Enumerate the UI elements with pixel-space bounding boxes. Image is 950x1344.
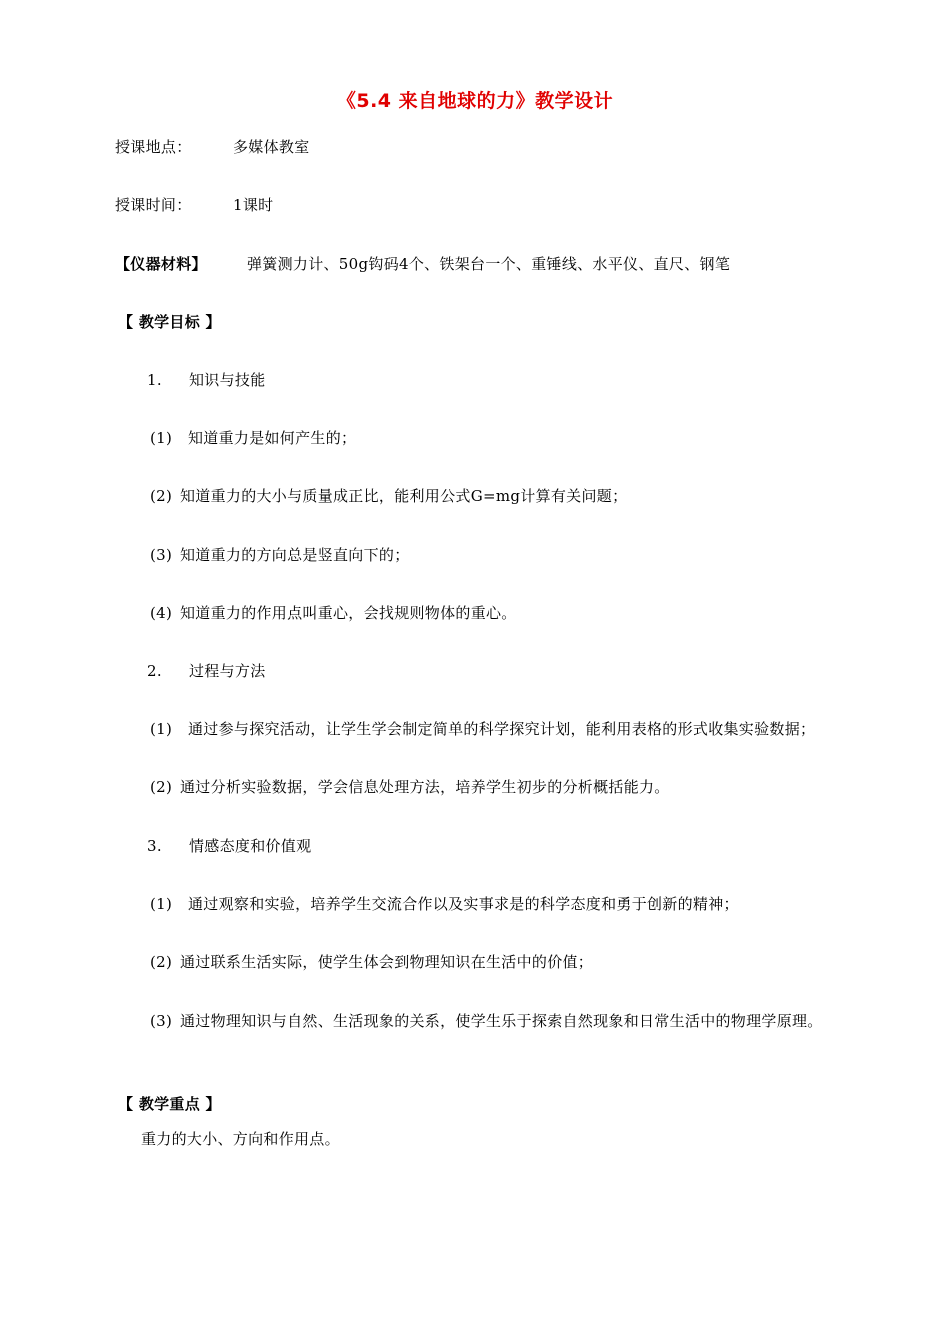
list-text: 知道重力是如何产生的； [188,429,357,447]
list-item [150,428,356,448]
section-title: 知识与技能 [189,371,266,389]
location-value: 多媒体教室 [233,138,310,156]
list-marker: (1) [150,720,173,738]
list-marker: (3) [150,546,173,564]
section-number: 2. [147,662,162,680]
time-row [115,195,273,215]
materials-label: 【仪器材料】 [115,255,207,273]
section-number: 1. [147,371,162,389]
time-label: 授课时间： [115,196,192,214]
list-item [150,603,517,623]
list-text: 知道重力的作用点叫重心，会找规则物体的重心。 [180,604,517,622]
materials-value: 弹簧测力计、50g钩码4个、铁架台一个、重锤线、水平仪、直尺、钢笔 [247,255,731,273]
list-text: 通过联系生活实际，使学生体会到物理知识在生活中的价值； [180,953,594,971]
section-heading [147,370,266,390]
list-text: 通过观察和实验，培养学生交流合作以及实事求是的科学态度和勇于创新的精神； [188,895,739,913]
section-heading [147,661,266,681]
key-points-heading: 【 教学重点 】 [118,1095,221,1113]
list-text: 知道重力的大小与质量成正比，能利用公式G=mg计算有关问题； [180,487,628,505]
list-text: 知道重力的方向总是竖直向下的； [180,546,410,564]
list-item [150,1011,823,1031]
list-text: 通过参与探究活动，让学生学会制定简单的科学探究计划，能利用表格的形式收集实验数据； [188,720,816,738]
time-value: 1课时 [233,196,274,214]
location-label: 授课地点： [115,138,192,156]
list-marker: (4) [150,604,173,622]
list-item [150,545,410,565]
objectives-heading: 【 教学目标 】 [118,313,221,331]
list-marker: (1) [150,429,173,447]
section-title: 过程与方法 [189,662,266,680]
document-title: 《5.4 来自地球的力》教学设计 [336,90,614,112]
list-item [150,777,670,797]
list-item [150,894,739,914]
list-text: 通过物理知识与自然、生活现象的关系，使学生乐于探索自然现象和日常生活中的物理学原理。 [180,1012,823,1030]
section-title: 情感态度和价值观 [189,837,312,855]
list-marker: (2) [150,953,173,971]
location-row [115,137,310,157]
section-heading [147,836,311,856]
section-number: 3. [147,837,162,855]
materials-row [115,254,730,274]
list-item [150,952,593,972]
list-text: 通过分析实验数据，学会信息处理方法，培养学生初步的分析概括能力。 [180,778,670,796]
key-points-text: 重力的大小、方向和作用点。 [141,1130,340,1148]
list-marker: (2) [150,778,173,796]
list-marker: (3) [150,1012,173,1030]
list-marker: (2) [150,487,173,505]
list-item [150,719,815,739]
list-marker: (1) [150,895,173,913]
list-item [150,486,627,506]
